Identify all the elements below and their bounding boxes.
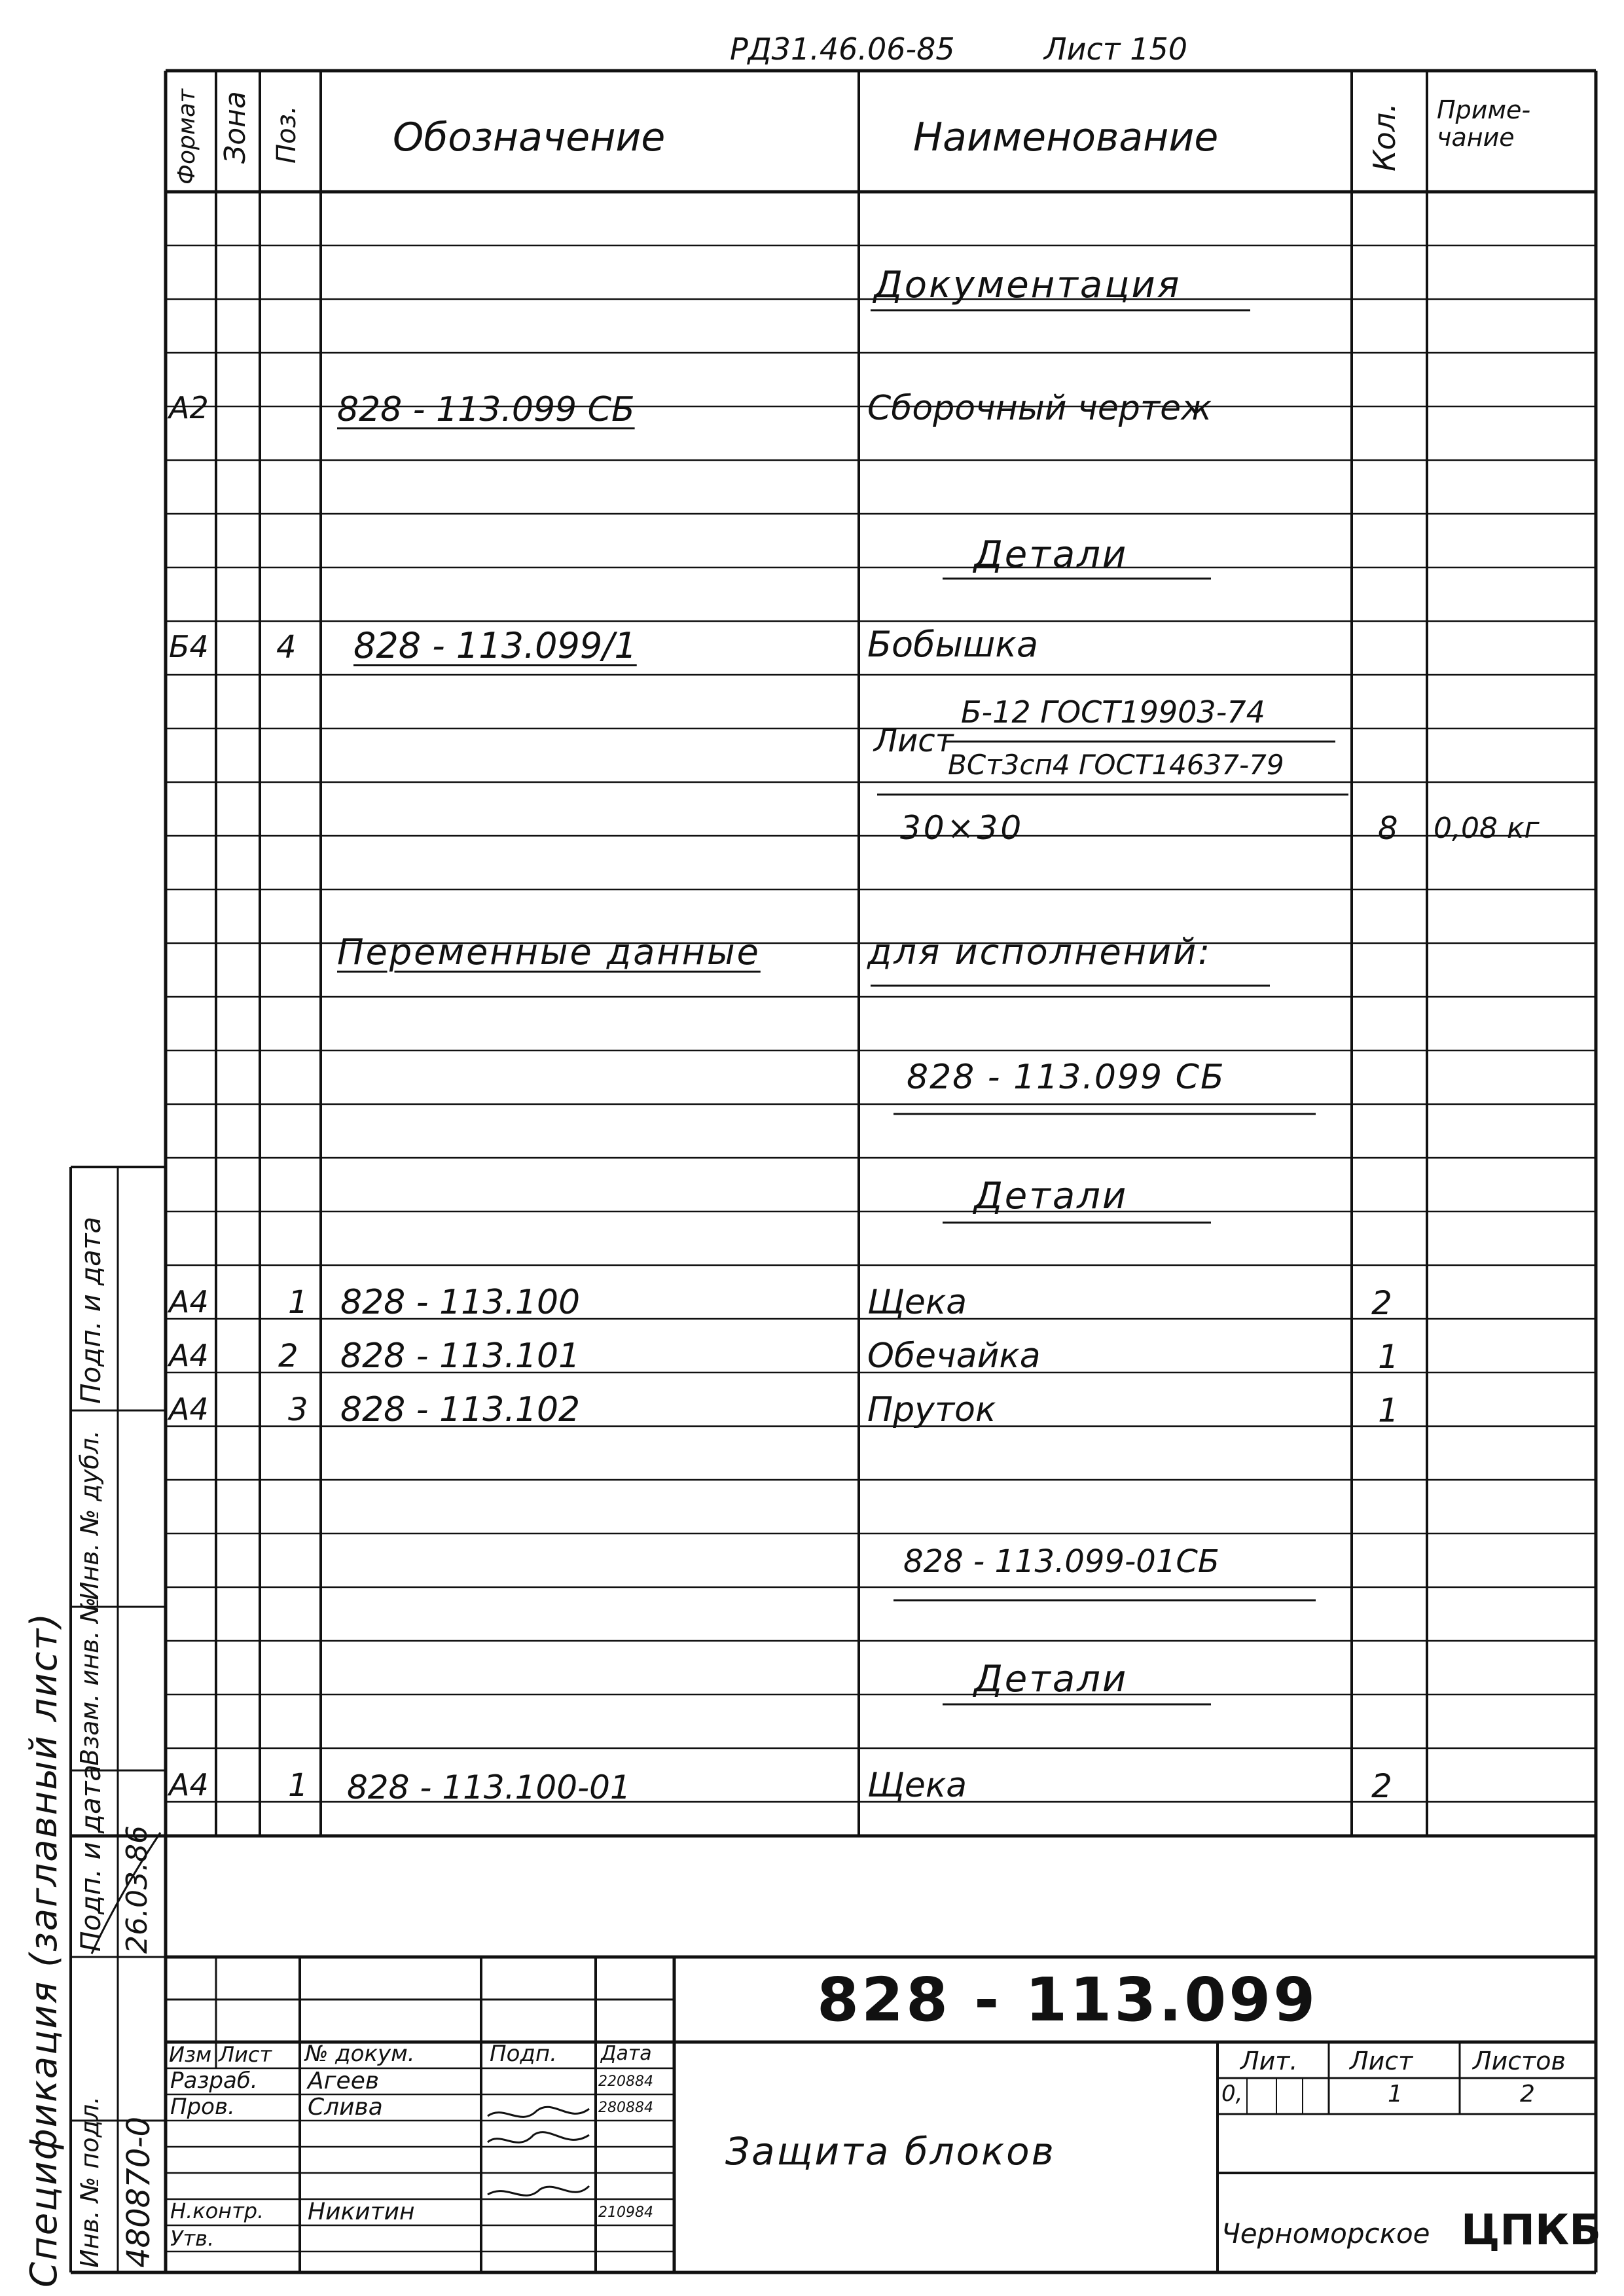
side-podp-data-bottom: Подп. и дата bbox=[75, 1764, 107, 1952]
side-inv-value: 480870-0 bbox=[120, 2116, 157, 2268]
item-2-name: Обечайка bbox=[867, 1336, 1041, 1376]
material-bottom: ВСт3сп4 ГОСТ14637-79 bbox=[948, 749, 1284, 781]
subhead-2: 828 - 113.099-01СБ bbox=[903, 1543, 1219, 1580]
role-razrab: Разраб. bbox=[170, 2068, 258, 2094]
item-3-qty: 1 bbox=[1378, 1391, 1399, 1429]
material-prefix: Лист bbox=[874, 723, 954, 759]
row-a2-designation: 828 - 113.099 СБ bbox=[337, 390, 635, 429]
title-product-name: Защита блоков bbox=[725, 2129, 1056, 2174]
lit-value: 0, bbox=[1221, 2081, 1243, 2107]
name-nkontr: Никитин bbox=[308, 2198, 415, 2225]
date-nkontr: 210984 bbox=[598, 2204, 653, 2221]
col-izm: Изм bbox=[169, 2042, 212, 2067]
item-1-qty: 2 bbox=[1371, 1284, 1392, 1322]
row-b4-format: Б4 bbox=[169, 629, 209, 664]
list-value: 1 bbox=[1388, 2081, 1403, 2108]
item-1-format: А4 bbox=[169, 1284, 209, 1319]
listov-value: 2 bbox=[1520, 2081, 1535, 2108]
last-row-name: Щека bbox=[867, 1766, 967, 1805]
item-3-format: А4 bbox=[169, 1391, 209, 1427]
size-qty: 8 bbox=[1378, 810, 1398, 847]
lit-label: Лит. bbox=[1240, 2047, 1298, 2075]
row-b4-pos: 4 bbox=[276, 629, 297, 666]
last-row-pos: 1 bbox=[288, 1767, 308, 1804]
header-format: Формат bbox=[173, 88, 200, 185]
role-prov: Пров. bbox=[170, 2094, 235, 2120]
section-details-2: Детали bbox=[974, 1175, 1128, 1217]
org-prefix: Черноморское bbox=[1221, 2217, 1430, 2250]
item-2-format: А4 bbox=[169, 1338, 209, 1373]
doc-code: РД31.46.06-85 bbox=[730, 31, 955, 67]
side-date-value: 26.03.86 bbox=[120, 1825, 154, 1954]
name-prov: Слива bbox=[308, 2094, 383, 2121]
last-row-format: А4 bbox=[169, 1767, 209, 1803]
side-inv-dubl: Инв. № дубл. bbox=[75, 1430, 104, 1600]
item-1-pos: 1 bbox=[288, 1284, 308, 1321]
header-name: Наименование bbox=[913, 115, 1219, 160]
last-row-qty: 2 bbox=[1371, 1767, 1392, 1805]
row-a2-format: А2 bbox=[169, 390, 209, 425]
row-b4-name: Бобышка bbox=[867, 624, 1039, 665]
item-2-designation: 828 - 113.101 bbox=[340, 1336, 581, 1376]
org-main: ЦПКБ bbox=[1461, 2206, 1602, 2255]
name-razrab: Агеев bbox=[308, 2068, 380, 2094]
list-label: Лист bbox=[1350, 2047, 1413, 2075]
side-caption: Спецификация (заглавный лист) bbox=[23, 1611, 65, 2287]
col-list: Лист bbox=[219, 2042, 272, 2067]
side-podp-data-top: Подп. и дата bbox=[75, 1216, 107, 1404]
var-data-right: для исполнений: bbox=[867, 931, 1212, 973]
size-note: 0,08 кг bbox=[1434, 812, 1540, 845]
item-1-name: Щека bbox=[867, 1283, 967, 1322]
item-1-designation: 828 - 113.100 bbox=[340, 1283, 581, 1322]
subhead-1: 828 - 113.099 СБ bbox=[907, 1058, 1225, 1097]
listov-label: Листов bbox=[1473, 2047, 1566, 2075]
header-designation: Обозначение bbox=[393, 115, 666, 160]
role-utv: Утв. bbox=[170, 2226, 215, 2251]
role-nkontr: Н.контр. bbox=[170, 2198, 264, 2223]
material-top: Б-12 ГОСТ19903-74 bbox=[961, 694, 1265, 730]
col-ndoc: № докум. bbox=[305, 2041, 415, 2067]
row-b4-designation: 828 - 113.099/1 bbox=[353, 625, 637, 666]
item-3-name: Пруток bbox=[867, 1390, 996, 1429]
item-3-designation: 828 - 113.102 bbox=[340, 1390, 581, 1429]
sheet-label: Лист 150 bbox=[1044, 31, 1187, 67]
header-note: Приме-чание bbox=[1437, 96, 1531, 152]
section-details-1: Детали bbox=[974, 533, 1128, 576]
header-zone: Зона bbox=[219, 91, 252, 164]
section-details-3: Детали bbox=[974, 1658, 1128, 1700]
var-data-left: Переменные данные bbox=[337, 931, 761, 973]
date-prov: 280884 bbox=[598, 2100, 653, 2116]
item-2-pos: 2 bbox=[278, 1338, 298, 1374]
date-razrab: 220884 bbox=[598, 2073, 653, 2090]
col-data: Дата bbox=[601, 2042, 652, 2065]
title-doc-number: 828 - 113.099 bbox=[817, 1965, 1318, 2035]
item-2-qty: 1 bbox=[1378, 1338, 1399, 1376]
item-3-pos: 3 bbox=[288, 1391, 308, 1428]
row-a2-name: Сборочный чертеж bbox=[867, 389, 1212, 428]
header-qty: Кол. bbox=[1367, 103, 1402, 171]
last-row-designation: 828 - 113.100-01 bbox=[347, 1768, 631, 1806]
side-vzam: Взам. инв. № bbox=[75, 1596, 104, 1766]
side-inv-podl: Инв. № подл. bbox=[75, 2096, 104, 2268]
header-pos: Поз. bbox=[272, 105, 302, 164]
col-podp: Подп. bbox=[490, 2041, 557, 2067]
size-value: 30×30 bbox=[900, 809, 1024, 847]
section-documentation: Документация bbox=[874, 264, 1182, 306]
